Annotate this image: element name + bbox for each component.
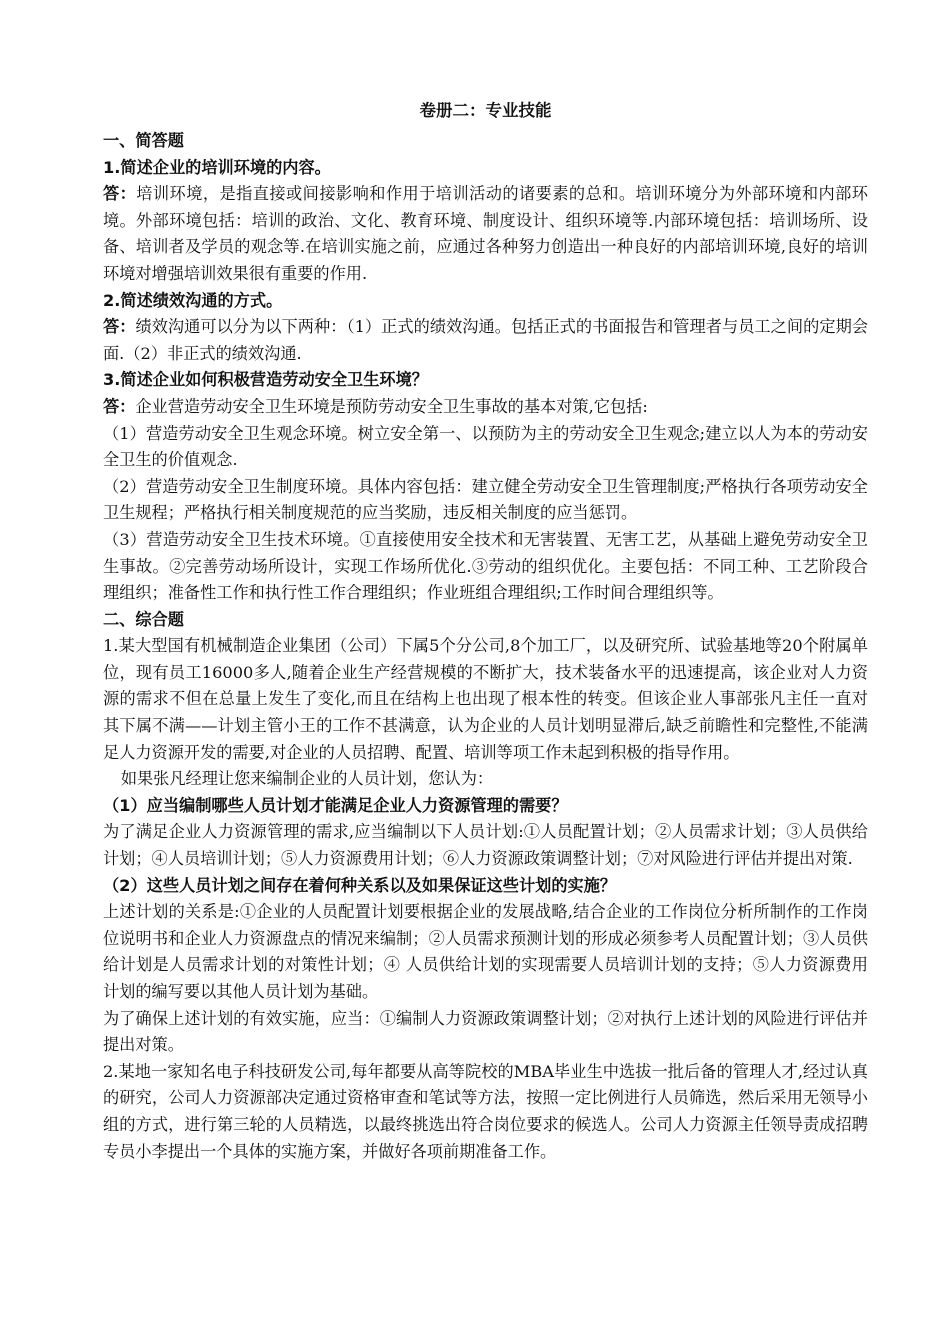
question-1: 1.简述企业的培训环境的内容。 (103, 157, 331, 177)
case-1-subanswer-1: 为了满足企业人力资源管理的需求,应当编制以下人员计划:①人员配置计划；②人员需求计划；③人员供给计划；④人员培训计划；⑤人力资源费用计划；⑥人力资源政策调整计划；⑦对风险进行评估并提出对策. (103, 822, 868, 869)
answer-text: 绩效沟通可以分为以下两种：（1）正式的绩效沟通。包括正式的书面报告和管理者与员工之间的定期会面.（2）非正式的绩效沟通. (103, 317, 869, 363)
question-2: 2.简述绩效沟通的方式。 (103, 290, 283, 310)
answer-3-item-2: （2）营造劳动安全卫生制度环境。具体内容包括：建立健全劳动安全卫生管理制度;严格执行各项劳动安全卫生规程；严格执行相关制度规范的应当奖励，违反相关制度的应当惩罚。 (103, 476, 868, 523)
answer-3 (103, 394, 868, 421)
answer-label: 答： (103, 317, 136, 337)
case-1-text: 1.某大型国有机械制造企业集团（公司）下属5个分公司,8个加工厂，以及研究所、试验基地等20个附属单位，现有员工16000多人,随着企业生产经营规模的不断扩大，技术装备水平的迅速提高，该企业对人力资源的需求不但在总量上发生了变化,而且在结构上也出现了根本性的转变。但该企业人事部张凡主任一直对其下属不满——计划主管小王的工作不甚满意，认为企业的人员计划明显滞后,缺乏前瞻性和完整性,不能满足人力资源开发的需要,对企业的人员招聘、配置、培训等项工作未起到积极的指导作用。 (103, 636, 868, 762)
case-1-subanswer-2a: 上述计划的关系是:①企业的人员配置计划要根据企业的发展战略,结合企业的工作岗位分析所制作的工作岗位说明书和企业人力资源盘点的情况来编制；②人员需求预测计划的形成必须参考人员配置计划；③人员供给计划是人员需求计划的对策性计划；④ 人员供给计划的实现需要人员培训计划的支持；⑤人力资源费用计划的编写要以其他人员计划为基础。 (103, 902, 868, 1001)
answer-text: 培训环境，是指直接或间接影响和作用于培训活动的诸要素的总和。培训环境分为外部环境和内部环境。外部环境包括：培训的政治、文化、教育环境、制度设计、组织环境等.内部环境包括：培训场所、设备、培训者及学员的观念等.在培训实施之前，应通过各种努力创造出一种良好的内部培训环境,良好的培训环境对增强培训效果很有重要的作用. (103, 184, 868, 283)
case-1-subanswer-2b: 为了确保上述计划的有效实施，应当：①编制人力资源政策调整计划；②对执行上述计划的风险进行评估并提出对策。 (103, 1008, 868, 1055)
document-page (103, 96, 868, 1165)
answer-2 (103, 314, 868, 367)
section-heading-comprehensive: 二、综合题 (103, 609, 184, 629)
question-3: 3.简述企业如何积极营造劳动安全卫生环境？ (103, 370, 428, 390)
answer-3-item-3: （3）营造劳动安全卫生技术环境。①直接使用安全技术和无害装置、无害工艺，从基础上避免劳动安全卫生事故。②完善劳动场所设计，实现工作场所优化.③劳动的组织优化。主要包括：不同工种、工艺阶段合理组织；准备性工作和执行性工作合理组织；作业班组合理组织;工作时间合理组织等。 (103, 529, 868, 603)
answer-text: 企业营造劳动安全卫生环境是预防劳动安全卫生事故的基本对策,它包括: (135, 396, 648, 416)
answer-label: 答： (103, 396, 136, 416)
answer-1 (103, 181, 868, 287)
document-title: 卷册二：专业技能 (419, 101, 552, 120)
case-1-prompt: 如果张凡经理让您来编制企业的人员计划，您认为： (120, 769, 494, 789)
answer-3-item-1: （1）营造劳动安全卫生观念环境。树立安全第一、以预防为主的劳动安全卫生观念;建立以人为本的劳动安全卫生的价值观念. (103, 423, 868, 470)
case-2-text: 2.某地一家知名电子科技研发公司,每年都要从高等院校的MBA毕业生中选拔一批后备的管理人才,经过认真的研究，公司人力资源部决定通过资格审查和笔试等方法，按照一定比例进行人员筛选，然后采用无领导小组的方式，进行第三轮的人员精选，以最终挑选出符合岗位要求的候选人。公司人力资源主任领导责成招聘专员小李提出一个具体的实施方案，并做好各项前期准备工作。 (103, 1061, 868, 1161)
section-heading-short-answer: 一、简答题 (103, 131, 184, 150)
case-1-subquestion-2: （2）这些人员计划之间存在着何种关系以及如果保证这些计划的实施？ (103, 875, 617, 895)
case-1-subquestion-1: （1）应当编制哪些人员计划才能满足企业人力资源管理的需要？ (103, 795, 568, 815)
answer-label: 答： (103, 184, 137, 204)
